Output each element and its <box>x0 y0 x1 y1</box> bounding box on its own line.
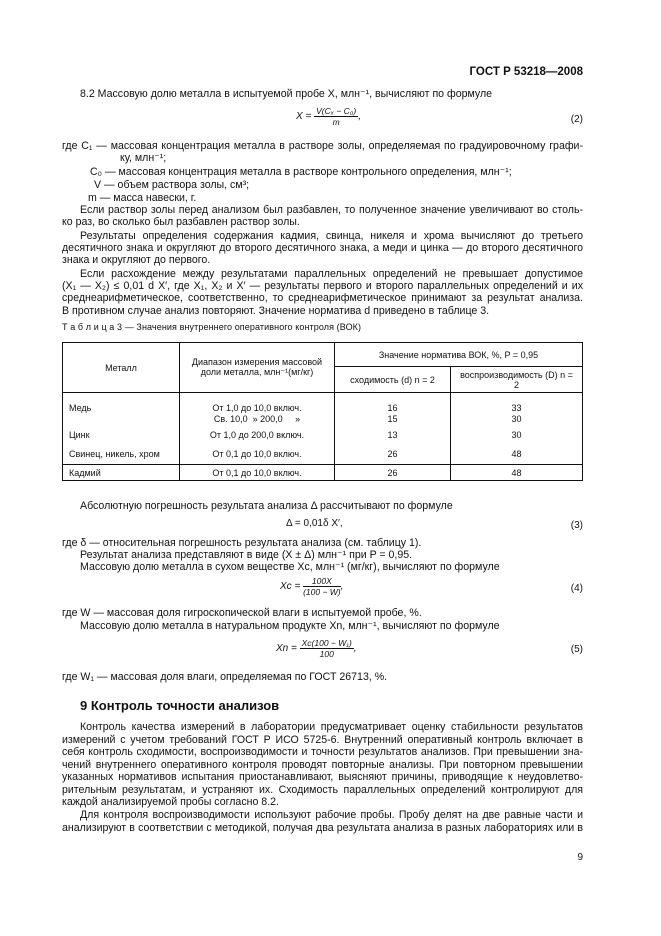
definition-line: m — масса навески, г. <box>88 192 197 204</box>
paragraph-line: где δ — относительная погрешность результата анализа (см. таблицу 1). <box>62 537 422 549</box>
paragraph-line: каждой анализируемой пробы согласно 8.2. <box>62 796 279 808</box>
paragraph-line: Результат анализа представляют в виде (X ± Δ) млн⁻¹ при P = 0,95. <box>80 549 413 561</box>
cell-metal <box>63 413 180 425</box>
paragraph-line: Если раствор золы перед анализом был разбавлен, то полученное значение увеличивают во столь- <box>80 204 583 216</box>
formula-denominator: (100 − W) <box>303 587 341 597</box>
cell-D: 33 <box>451 393 583 413</box>
equation-number: (3) <box>570 520 583 531</box>
cell-metal: Кадмий <box>63 465 180 481</box>
paragraph-line: где W — массовая доля гигроскопической влаги в испытуемой пробе, %. <box>62 607 422 619</box>
definition-line: V — объем раствора золы, см³; <box>94 179 250 191</box>
formula-numerator: 100X <box>303 576 341 587</box>
paragraph-line: рительным результатам, и устраняют их. Сходимость параллельных определений контролируют для <box>62 784 583 796</box>
paragraph-line: знака и округляют до первого. <box>62 254 211 266</box>
cell-d: 15 <box>335 413 451 425</box>
formula-punct: , <box>358 111 361 123</box>
cell-range: От 0,1 до 10,0 включ. <box>180 465 335 481</box>
paragraph-line: где W₁ — массовая доля влаги, определяемая по ГОСТ 26713, %. <box>62 671 388 683</box>
cell-D: 48 <box>451 465 583 481</box>
paragraph-line: Массовую долю металла в натуральном продукте Xn, млн⁻¹, вычисляют по формуле <box>80 620 500 632</box>
formula-3: Δ = 0,01δ X′, <box>286 518 343 529</box>
paragraph-line: Для контроля воспроизводимости используют рабочие пробы. Пробу делят на две равные части и <box>80 809 583 821</box>
paragraph-line: анализируют в соответствии с методикой, получая два результата анализа в разных лабораториях или в <box>62 822 583 834</box>
paragraph-line: (X₁ — X₂) ≤ 0,01 d X′, где X₁, X₂ и X′ — результаты первого и второго параллельных определений и их <box>62 280 583 292</box>
cell-d: 16 <box>335 393 451 413</box>
section-heading: 9 Контроль точности анализов <box>80 698 280 713</box>
cell-d: 13 <box>335 425 451 445</box>
paragraph-line: Массовую долю металла в сухом веществе Xc, млн⁻¹ (мг/кг), вычисляют по формуле <box>80 561 500 573</box>
paragraph-line: указанных нормативов испытания приостанавливают, выясняют причины, приводящие к неудовлетво- <box>62 771 583 783</box>
table-row <box>63 393 583 413</box>
formula-denominator: 100 <box>319 649 334 659</box>
formula-4 <box>280 576 343 597</box>
formula-5 <box>276 638 357 659</box>
header-d: сходимость (d) n = 2 <box>335 367 451 393</box>
formula-lhs: Xn = <box>276 643 297 655</box>
cell-range: Св. 10,0 » 200,0 » <box>180 413 335 425</box>
formula-denominator: m <box>332 117 340 127</box>
paragraph-line: В противном случае анализ повторяют. Значение норматива d приведено в таблице 3. <box>62 305 490 317</box>
voc-table <box>62 342 583 481</box>
formula-lhs: X = <box>296 111 312 123</box>
table-row <box>63 425 583 445</box>
formula-punct: , <box>340 581 344 593</box>
formula-numerator: Xc(100 − W₁) <box>301 638 352 648</box>
header-metal: Металл <box>63 343 180 393</box>
cell-d: 26 <box>335 465 451 481</box>
cell-D: 30 <box>451 413 583 425</box>
paragraph-line: измерений с учетом требований ГОСТ Р ИСО 5725-6. Внутренний оперативный контроль включает в <box>62 734 583 746</box>
paragraph-line: десятичного знака и округляют до второго десятичного знака, а меди и цинка — до второго десятичного <box>62 242 583 254</box>
cell-metal: Цинк <box>63 425 180 445</box>
header-range: Диапазон измерения массовой доли металла, млн⁻¹(мг/кг) <box>180 343 335 393</box>
formula-punct: , <box>353 643 357 655</box>
definition-line: где C₁ — массовая концентрация металла в растворе золы, определяемая по градуировочному графи- <box>62 140 583 152</box>
definition-line: ку, млн⁻¹; <box>120 152 167 164</box>
paragraph-line: Если расхождение между результатами параллельных определений не превышает допустимое <box>80 268 583 280</box>
section-8-2-intro: 8.2 Массовую долю металла в испытуемой пробе X, млн⁻¹, вычисляют по формуле <box>80 88 493 100</box>
formula-lhs: Xc = <box>280 581 301 593</box>
cell-D: 30 <box>451 425 583 445</box>
table-row <box>63 445 583 465</box>
cell-metal: Свинец, никель, хром <box>63 445 180 465</box>
document-header: ГОСТ Р 53218—2008 <box>469 66 583 78</box>
paragraph-line: среднеарифметическое, соответственно, то среднеарифметическое принимают за результат анализа. <box>62 292 583 304</box>
header-norm: Значение норматива ВОК, %, P = 0,95 <box>335 343 583 367</box>
paragraph-line: ко раз, во сколько был разбавлен раствор золы. <box>62 216 300 228</box>
definition-line: C₀ — массовая концентрация металла в растворе контрольного определения, млн⁻¹; <box>90 166 512 178</box>
paragraph-line: чений внутреннего оперативного контроля проводят повторные анализы. При повторном превышении <box>62 759 583 771</box>
table-caption: Т а б л и ц а 3 — Значения внутреннего оперативного контроля (ВОК) <box>62 322 362 332</box>
formula-2 <box>296 106 361 127</box>
cell-metal: Медь <box>63 393 180 413</box>
cell-d: 26 <box>335 445 451 465</box>
equation-number: (2) <box>570 114 583 125</box>
paragraph-line: Контроль качества измерений в лаборатории предусматривает оценку стабильности результатов <box>80 721 583 733</box>
paragraph-line: себя контроль сходимости, воспроизводимости и точности результатов анализов. При превышении зна- <box>62 746 583 758</box>
table-row <box>63 413 583 425</box>
cell-range: От 0,1 до 10,0 включ. <box>180 445 335 465</box>
paragraph-line: Абсолютную погрешность результата анализа Δ рассчитывают по формуле <box>80 500 453 512</box>
formula-numerator: V(Cₓ − C₀) <box>316 106 357 116</box>
equation-number: (4) <box>570 583 583 594</box>
paragraph-line: Результаты определения содержания кадмия, свинца, никеля и хрома вычисляют до третьего <box>80 230 583 242</box>
cell-range: От 1,0 до 10,0 включ. <box>180 393 335 413</box>
table-row <box>63 465 583 481</box>
header-D: воспроизводимость (D) n = 2 <box>451 367 583 393</box>
cell-range: От 1,0 до 200,0 включ. <box>180 425 335 445</box>
equation-number: (5) <box>570 644 583 655</box>
cell-D: 48 <box>451 445 583 465</box>
page-number: 9 <box>577 852 583 863</box>
